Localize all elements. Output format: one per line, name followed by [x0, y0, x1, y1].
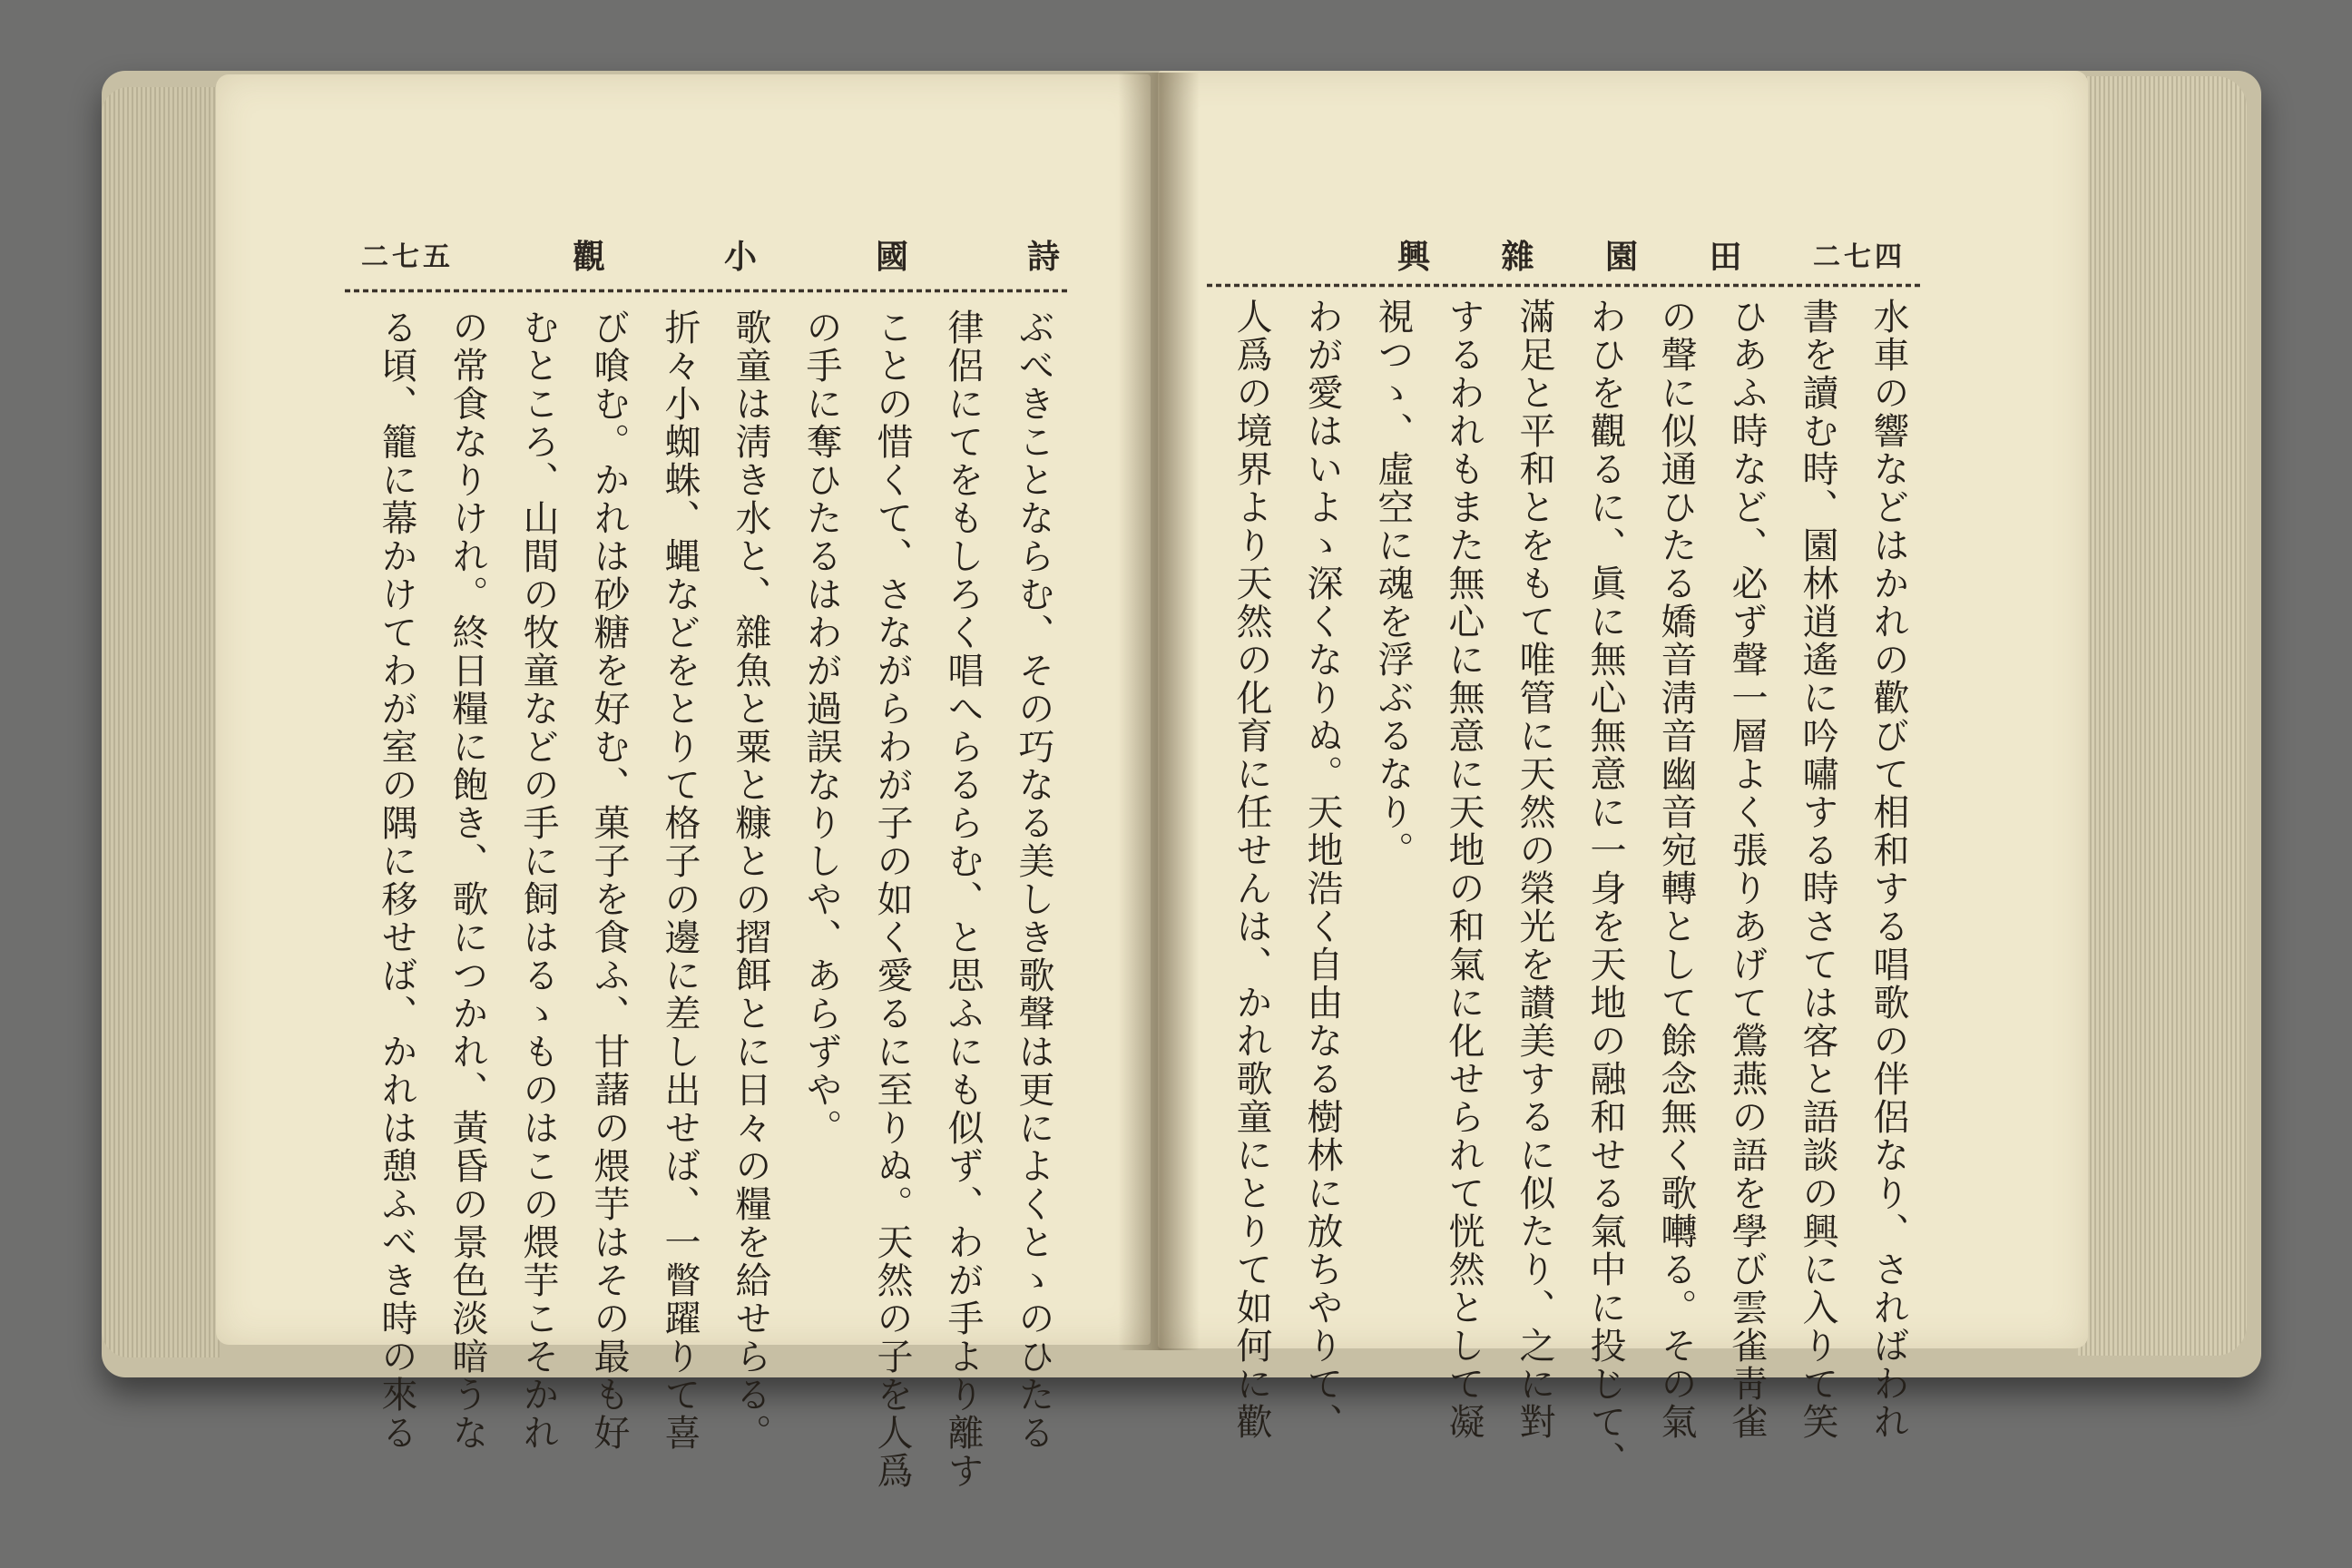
- text-column: び喰む。かれは砂糖を好む、菓子を食ふ、甘藷の煨芋はその最も好: [588, 309, 630, 1452]
- book-gutter: [1118, 73, 1200, 1350]
- text-column: むところ、山間の牧童などの手に飼はるゝものはこの煨芋こそかれ: [517, 309, 559, 1452]
- left-running-head: [361, 218, 1060, 290]
- right-page-text: [1207, 298, 1924, 1479]
- text-column: の聲に似通ひたる嬌音淸音幽音宛轉として餘念無く歌囀る。その氣: [1655, 298, 1697, 1441]
- text-column: ひあふ時など、必ず聲一層よく張りあげて鶯燕の語を學び雲雀靑雀: [1726, 298, 1768, 1441]
- right-title-char: 田: [1709, 237, 1742, 276]
- text-column: 水車の響などはかれの歡びて相和する唱歌の伴侶なり、さればわれ: [1867, 298, 1909, 1441]
- right-title-char: 興: [1397, 237, 1431, 276]
- left-title-char: 觀: [572, 237, 605, 276]
- text-column: ことの惜くて、さながらわが子の如く愛るに至りぬ。天然の子を人爲: [871, 309, 913, 1490]
- text-column: 人爲の境界より天然の化育に任せんは、かれ歌童にとりて如何に歡: [1230, 298, 1272, 1441]
- left-page-edges: [102, 87, 220, 1357]
- text-column: 視つゝ、虛空に魂を浮ぶるなり。: [1372, 298, 1414, 869]
- text-column: 書を讀む時、園林逍遙に吟嘯する時さては客と語談の興に入りて笑: [1797, 298, 1838, 1441]
- right-running-head: [1397, 218, 1906, 290]
- left-page-text: [343, 309, 1069, 1490]
- text-column: 律侶にてをもしろく唱へらるらむ、と思ふにも似ず、わが手より離す: [942, 309, 984, 1490]
- text-column: 折々小蜘蛛、蝿などをとりて格子の邊に差し出せば、一瞥躍りて喜: [659, 309, 701, 1452]
- right-folio: 二七四: [1813, 241, 1906, 273]
- left-title-char: 詩: [1026, 237, 1060, 276]
- right-title-char: 雜: [1501, 237, 1534, 276]
- left-folio: 二七五: [361, 241, 454, 273]
- right-title-char: 園: [1605, 237, 1639, 276]
- text-column: の手に奪ひたるはわが過誤なりしや、あらずや。: [800, 309, 842, 1147]
- text-column: 滿足と平和とをもて唯管に天然の榮光を讃美するに似たり、之に對: [1514, 298, 1555, 1441]
- text-column: するわれもまた無心に無意に天地の和氣に化せられて恍然として凝: [1443, 298, 1485, 1441]
- text-column: わひを觀るに、眞に無心無意に一身を天地の融和せる氣中に投じて、: [1584, 298, 1626, 1479]
- text-column: 歌童は淸き水と、雜魚と粟と糠との摺餌とに日々の糧を給せらる。: [730, 309, 771, 1452]
- text-column: ぶべきことならむ、その巧なる美しき歌聲は更によくとゝのひたる: [1013, 309, 1054, 1452]
- text-column: わが愛はいよゝ深くなりぬ。天地浩く自由なる樹林に放ちやりて、: [1301, 298, 1343, 1441]
- left-title-char: 國: [875, 237, 908, 276]
- text-column: の常食なりけれ。終日糧に飽き、歌につかれ、黃昏の景色淡暗うな: [446, 309, 488, 1452]
- right-page-edges: [2078, 76, 2247, 1356]
- left-title-char: 小: [723, 237, 757, 276]
- text-column: る頃、籠に幕かけてわが室の隅に移せば、かれは憩ふべき時の來る: [376, 309, 417, 1452]
